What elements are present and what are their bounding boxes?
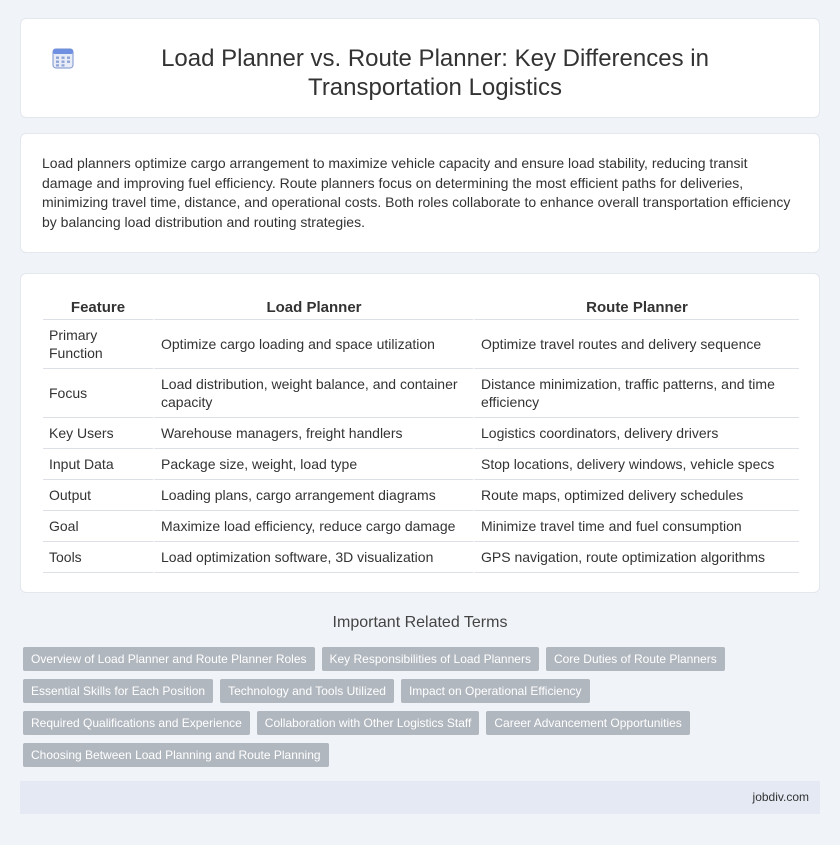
route-planner-cell: Route maps, optimized delivery schedules: [473, 480, 799, 511]
column-header-load-planner: Load Planner: [153, 296, 473, 320]
intro-paragraph: Load planners optimize cargo arrangement to maximize vehicle capacity and ensure load stability, reducing transit damage and improving fuel efficiency. Route planners focus on determining the most efficient paths for deliveries, minimizing travel time, distance, and operational costs. Both roles collaborate to enhance overall transportation efficiency by balancing load distribution and routing strategies.: [42, 155, 791, 230]
feature-cell: Input Data: [43, 449, 153, 480]
tag-row: [23, 647, 823, 671]
feature-cell: Tools: [43, 542, 153, 573]
table-row: [43, 542, 799, 573]
feature-cell: Output: [43, 480, 153, 511]
table-row: [43, 449, 799, 480]
load-planner-cell: Loading plans, cargo arrangement diagrams: [153, 480, 473, 511]
feature-cell: Goal: [43, 511, 153, 542]
intro-card: [20, 133, 820, 253]
footer: [20, 781, 820, 814]
related-term-tag[interactable]: Overview of Load Planner and Route Planner Roles: [23, 647, 315, 671]
comparison-table: [43, 296, 799, 573]
column-header-route-planner: Route Planner: [473, 296, 799, 320]
tag-row: [23, 711, 823, 735]
load-planner-cell: Maximize load efficiency, reduce cargo damage: [153, 511, 473, 542]
route-planner-cell: GPS navigation, route optimization algorithms: [473, 542, 799, 573]
load-planner-cell: Warehouse managers, freight handlers: [153, 418, 473, 449]
related-terms-title: Important Related Terms: [332, 614, 508, 631]
header-card: [20, 18, 820, 118]
table-row: [43, 320, 799, 369]
related-term-tag[interactable]: Technology and Tools Utilized: [220, 679, 394, 703]
column-header-feature: Feature: [43, 296, 153, 320]
tag-row: [23, 743, 823, 767]
table-row: [43, 418, 799, 449]
route-planner-cell: Minimize travel time and fuel consumption: [473, 511, 799, 542]
load-planner-cell: Package size, weight, load type: [153, 449, 473, 480]
table-row: [43, 511, 799, 542]
route-planner-cell: Optimize travel routes and delivery sequence: [473, 320, 799, 369]
related-term-tag[interactable]: Collaboration with Other Logistics Staff: [257, 711, 480, 735]
related-terms-list: [23, 647, 823, 775]
related-term-tag[interactable]: Required Qualifications and Experience: [23, 711, 250, 735]
related-term-tag[interactable]: Core Duties of Route Planners: [546, 647, 725, 671]
route-planner-cell: Stop locations, delivery windows, vehicle specs: [473, 449, 799, 480]
route-planner-cell: Distance minimization, traffic patterns, and time efficiency: [473, 369, 799, 418]
tag-row: [23, 679, 823, 703]
feature-cell: Key Users: [43, 418, 153, 449]
table-row: [43, 369, 799, 418]
route-planner-cell: Logistics coordinators, delivery drivers: [473, 418, 799, 449]
related-term-tag[interactable]: Key Responsibilities of Load Planners: [322, 647, 539, 671]
load-planner-cell: Load distribution, weight balance, and container capacity: [153, 369, 473, 418]
table-header-row: [43, 296, 799, 320]
table-row: [43, 480, 799, 511]
related-term-tag[interactable]: Impact on Operational Efficiency: [401, 679, 590, 703]
feature-cell: Focus: [43, 369, 153, 418]
related-term-tag[interactable]: Choosing Between Load Planning and Route Planning: [23, 743, 329, 767]
related-term-tag[interactable]: Essential Skills for Each Position: [23, 679, 213, 703]
load-planner-cell: Optimize cargo loading and space utilization: [153, 320, 473, 369]
page-title: Load Planner vs. Route Planner: Key Differences in Transportation Logistics: [161, 45, 709, 101]
feature-cell: Primary Function: [43, 320, 153, 369]
footer-site-link[interactable]: jobdiv.com: [752, 790, 809, 804]
comparison-table-card: [20, 273, 820, 593]
related-term-tag[interactable]: Career Advancement Opportunities: [486, 711, 689, 735]
load-planner-cell: Load optimization software, 3D visualization: [153, 542, 473, 573]
